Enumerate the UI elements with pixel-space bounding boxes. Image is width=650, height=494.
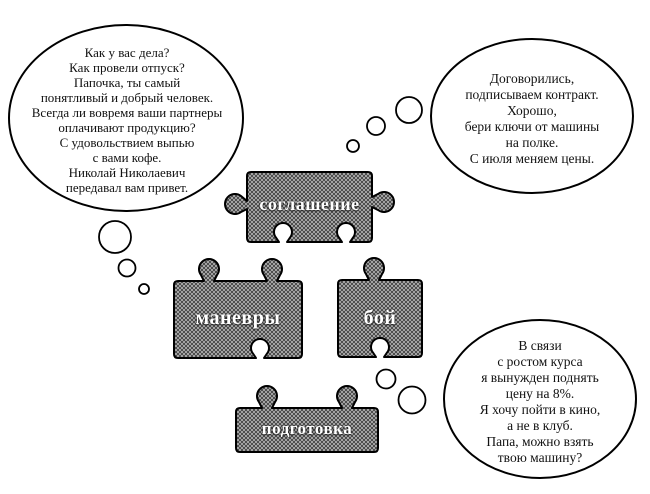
thought-trail-circle	[347, 140, 359, 152]
bubble-text-line: передавал вам привет.	[65, 180, 189, 195]
bubble-text-line: Всегда ли вовремя ваши партнеры	[31, 105, 223, 120]
bubble-text-line: с ростом курса	[497, 354, 583, 369]
puzzle-label-preparation: подготовка	[261, 419, 353, 438]
bubble-text-line: Папа, можно взять	[486, 434, 594, 449]
thought-bubble-bottom-right-text	[430, 338, 650, 466]
thought-trail-circle	[396, 97, 422, 123]
bubble-text-line: а не в клуб.	[507, 418, 573, 433]
bubble-text-line: В связи	[518, 338, 562, 353]
thought-trail-circle	[99, 221, 131, 253]
bubble-text-line: с вами кофе.	[92, 150, 162, 165]
thought-bubble-top-left-text	[10, 45, 244, 195]
bubble-text-line: понятливый и добрый человек.	[40, 90, 214, 105]
bubble-text-line: Николай Николаевич	[68, 165, 186, 180]
thought-trail-circle	[367, 117, 385, 135]
bubble-text-line: С июля меняем цены.	[469, 151, 595, 166]
thought-trail-circle	[377, 370, 396, 389]
thought-trail-circle	[119, 260, 136, 277]
puzzle-label-maneuvers: маневры	[195, 307, 281, 329]
bubble-text-line: Как у вас дела?	[84, 45, 170, 60]
bubble-text-line: твою машину?	[497, 450, 583, 465]
thought-bubble-top-right-text	[422, 71, 642, 167]
bubble-text-line: Хорошо,	[507, 103, 557, 118]
thought-trail-circle	[399, 387, 426, 414]
bubble-text-line: Как провели отпуск?	[69, 60, 185, 75]
puzzle-label-agreement: соглашение	[259, 194, 360, 214]
bubble-text-line: подписываем контракт.	[465, 87, 599, 102]
bubble-text-line: Договорились,	[489, 71, 575, 86]
bubble-text-line: оплачивают продукцию?	[58, 120, 196, 135]
puzzle-label-battle: бой	[363, 307, 397, 329]
bubble-text-line: цену на 8%.	[505, 386, 575, 401]
bubble-text-line: на полке.	[505, 135, 559, 150]
thought-trail-circle	[139, 284, 149, 294]
bubble-text-line: Папочка, ты самый	[73, 75, 181, 90]
bubble-text-line: Я хочу пойти в кино,	[479, 402, 601, 417]
bubble-text-line: С удовольствием выпью	[59, 135, 195, 150]
bubble-text-line: я вынужден поднять	[481, 370, 599, 385]
bubble-text-line: бери ключи от машины	[464, 119, 600, 134]
